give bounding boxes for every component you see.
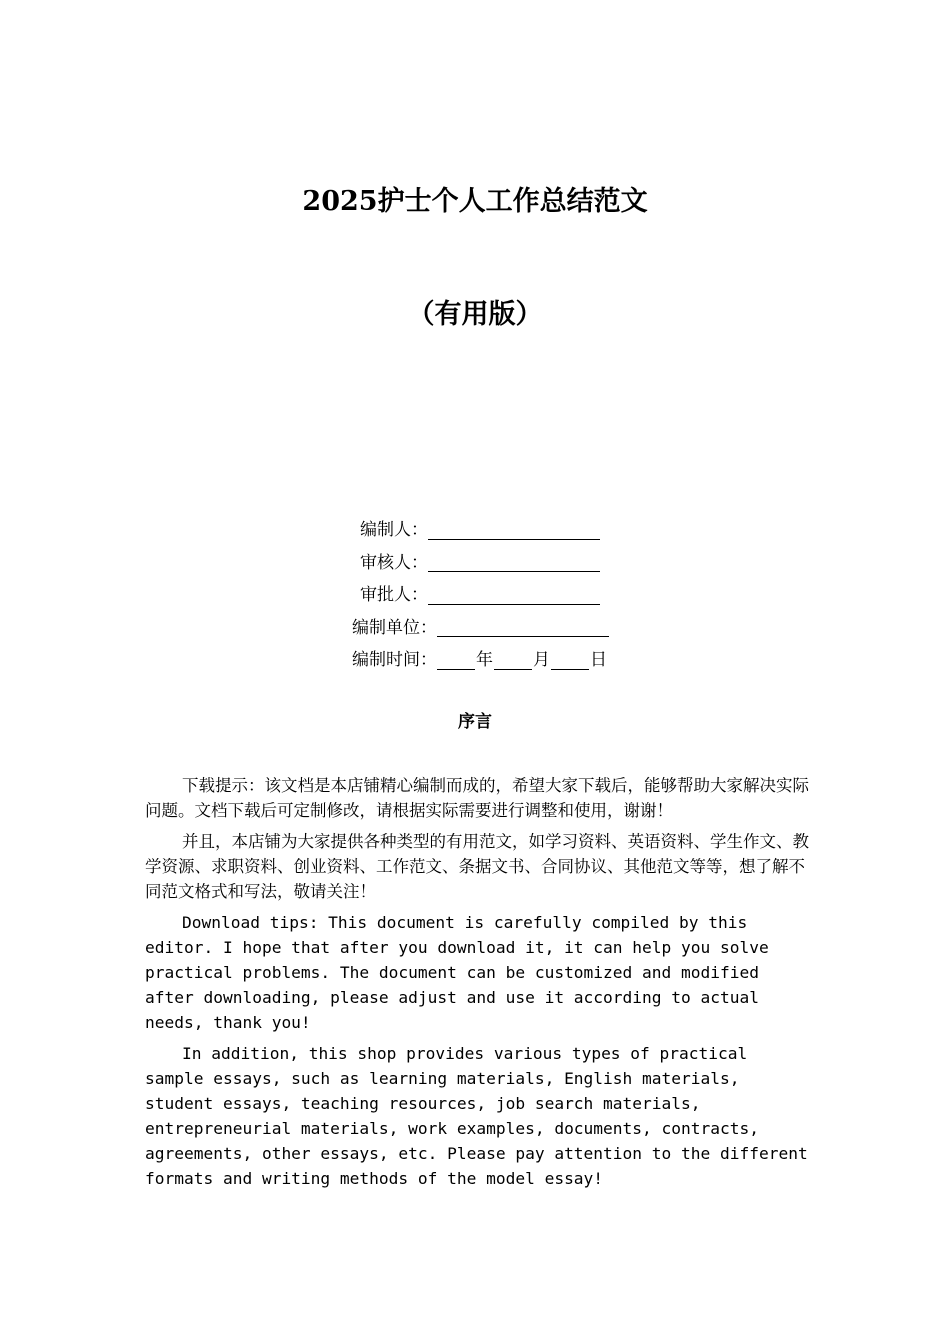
month-blank [494,651,532,670]
document-subtitle: （有用版） [407,299,543,330]
reviewer-blank [428,553,600,572]
preface-paragraph-shop-intro-cn: 并且，本店铺为大家提供各种类型的有用范文，如学习资料、英语资料、学生作文、教学资源、求职资料、创业资料、工作范文、条据文书、合同协议、其他范文等等，想了解不同范文格式和写法，敬请关注！ [145,832,809,901]
preface-paragraph-download-tip-en: Download tips: This document is carefully compiled by this editor. I hope that after you download it, it can help you solve practical problems. The document can be customized and modified after downloading, please adjust and use it according to actual needs, thank you! [145,913,769,1032]
day-blank [551,651,589,670]
unit-row [0,612,950,645]
year-blank [437,651,475,670]
document-meta-block [0,514,950,677]
day-unit: 日 [590,650,607,671]
preface-paragraph-download-tip-cn: 下载提示：该文档是本店铺精心编制而成的，希望大家下载后，能够帮助大家解决实际问题。文档下载后可定制修改，请根据实际需要进行调整和使用，谢谢！ [145,776,809,820]
preface-heading: 序言 [458,712,492,732]
unit-label: 编制单位： [352,617,437,638]
approver-row [0,579,950,612]
unit-blank [437,618,609,637]
year-unit: 年 [476,650,493,671]
compiler-blank [428,521,600,540]
reviewer-label: 审核人： [360,552,428,573]
preface-paragraph-shop-intro-en: In addition, this shop provides various types of practical sample essays, such as learning materials, English materials, student essays, teaching resources, job search materials, entrepreneurial materials, work examples, documents, contracts, agreements, other essays, etc. Please pay attention to the different formats and writing methods of the model essay! [145,1044,808,1188]
approver-label: 审批人： [360,585,428,606]
month-unit: 月 [533,650,550,671]
compiler-label: 编制人： [360,520,428,541]
time-label: 编制时间： [352,650,437,671]
time-row [0,644,950,677]
approver-blank [428,586,600,605]
compiler-row [0,514,950,547]
reviewer-row [0,547,950,580]
preface-body [145,773,811,1197]
document-title: 2025护士个人工作总结范文 [302,186,648,217]
